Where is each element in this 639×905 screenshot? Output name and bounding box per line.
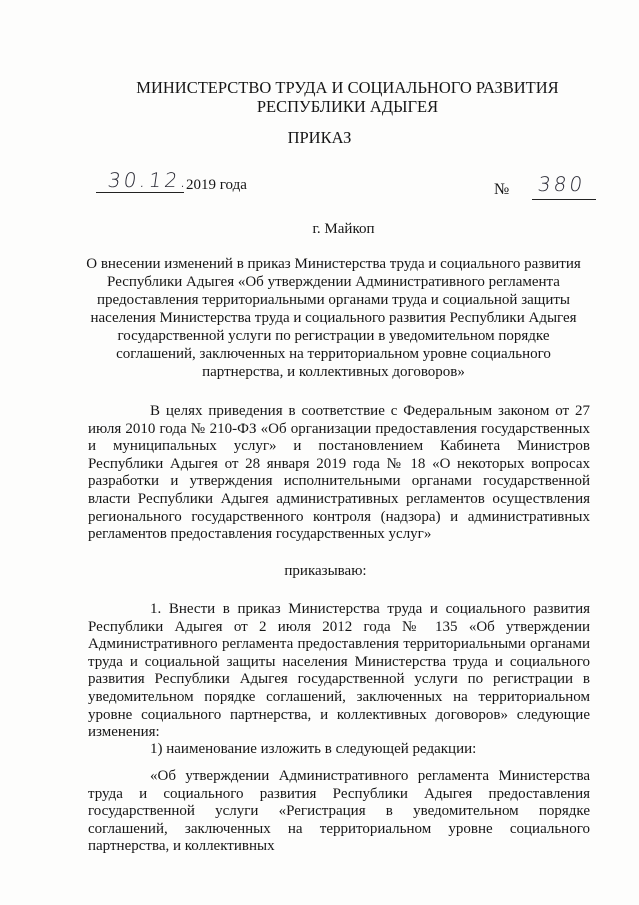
- new-title-quote: «Об утверждении Административного регламента Министерства труда и социального развития Республики Адыгея предоставления государственной услуги «Регистрация в уведомительном порядке соглашений, заключенных на территориальном уровне социального партнерства, и коллективных: [88, 768, 590, 855]
- orders-word: приказываю:: [284, 563, 367, 579]
- handwritten-date: 30.12.: [106, 168, 192, 192]
- city: г. Майкоп: [312, 221, 375, 237]
- date-year: 2019 года: [186, 177, 247, 193]
- number-sign: №: [494, 181, 510, 198]
- subject-line: населения Министерства труда и социального развития Республики Адыгея: [90, 310, 577, 326]
- subject-line: партнерства, и коллективных договоров»: [202, 364, 465, 380]
- ministry-line-2: РЕСПУБЛИКИ АДЫГЕЯ: [256, 97, 439, 116]
- subject-line: О внесении изменений в приказ Министерства труда и социального развития: [86, 256, 581, 272]
- document-type: ПРИКАЗ: [287, 128, 352, 147]
- document-subject: [14, 255, 639, 381]
- preamble-paragraph: В целях приведения в соответствие с Федеральным законом от 27 июля 2010 года № 210-ФЗ «Об организации предоставления государственных и муниципальных услуг» и постановлением Кабинета Министров Республики Адыгея от 28 января 2019 года № 18 «О некоторых вопросах разработки и утверждения исполнительными органами государственной власти Республики Адыгея административных регламентов осуществления регионального государственного контроля (надзора) и административных регламентов предоставления государственных услуг»: [88, 403, 590, 543]
- subject-line: предоставления территориальными органами труда и социальной защиты: [97, 292, 570, 308]
- date-underline: [96, 192, 184, 193]
- item-1-paragraph: 1. Внести в приказ Министерства труда и социального развития Республики Адыгея от 2 июля 2012 года № 135 «Об утверждении Административного регламента предоставления территориальными органами труда и социальной защиты населения Министерства труда и социального развития Республики Адыгея государственной услуги по регистрации в уведомительном порядке соглашений, заключенных на территориальном уровне социального партнерства, и коллективных договоров» следующие изменения:: [88, 601, 590, 741]
- ministry-line-1: МИНИСТЕРСТВО ТРУДА И СОЦИАЛЬНОГО РАЗВИТИЯ: [136, 78, 559, 97]
- subject-line: соглашений, заключенных на территориальном уровне социального: [116, 346, 551, 362]
- ministry-header: [28, 78, 639, 116]
- subitem-1: 1) наименование изложить в следующей редакции:: [150, 741, 477, 757]
- subject-line: Республики Адыгея «Об утверждении Административного регламента: [107, 274, 560, 290]
- subject-line: государственной услуги по регистрации в уведомительном порядке: [117, 328, 550, 344]
- number-underline: [532, 199, 596, 200]
- handwritten-number: 380: [536, 172, 587, 196]
